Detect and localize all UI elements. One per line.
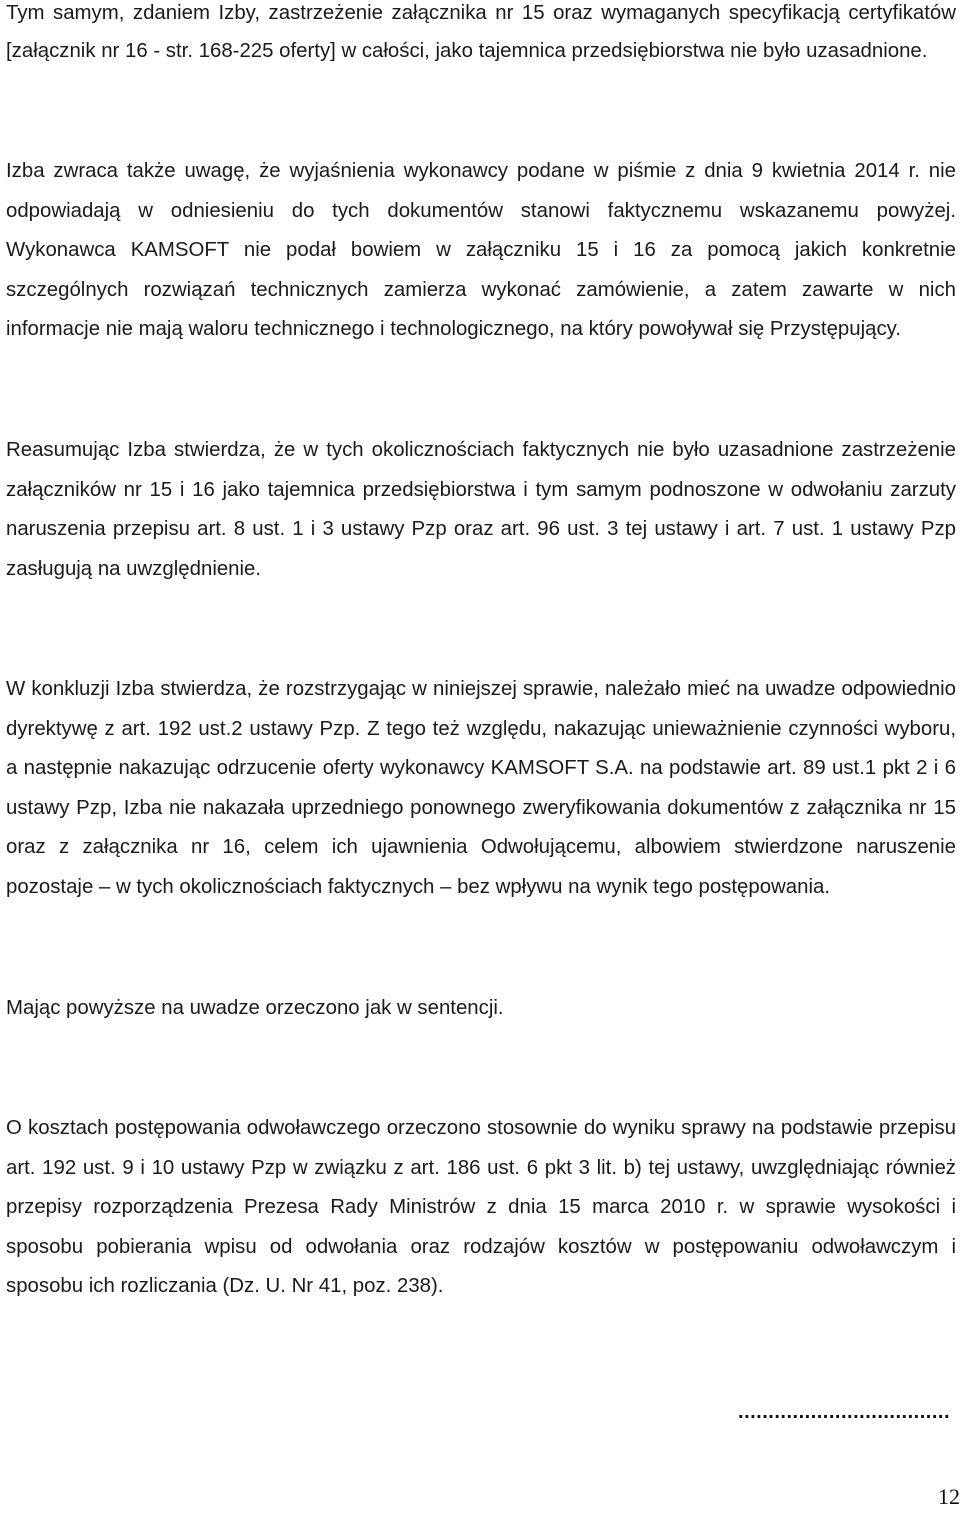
page-number: 12 — [938, 1484, 960, 1509]
paragraph-ruling: Mając powyższe na uwadze orzeczono jak w sentencji. — [6, 997, 504, 1019]
document-page — [6, 0, 956, 1513]
paragraph-final-conclusion: W konkluzji Izba stwierdza, że rozstrzygając w niniejszej sprawie, należało mieć na uwadze odpowiednio dyrektywę z art. 192 ust.2 ustawy Pzp. Z tego też względu, nakazując unieważnienie czynności wyboru, a następnie nakazując odrzucenie oferty wykonawcy KAMSOFT S.A. na podstawie art. 89 ust.1 pkt 2 i 6 ustawy Pzp, Izba nie nakazała uprzedniego ponownego zweryfikowania dokumentów z załącznika nr 15 oraz z załącznika nr 16, celem ich ujawnienia Odwołującemu, albowiem stwierdzone naruszenie pozostaje – w tych okolicznościach faktycznych – bez wpływu na wynik tego postępowania. — [6, 678, 956, 898]
paragraph-conclusion-confidentiality: Tym samym, zdaniem Izby, zastrzeżenie załącznika nr 15 oraz wymaganych specyfikacją certyfikatów [załącznik nr 16 - str. 168-225 oferty] w całości, jako tajemnica przedsiębiorstwa nie było uzasadnione. — [6, 2, 956, 62]
paragraph-summary: Reasumując Izba stwierdza, że w tych okolicznościach faktycznych nie było uzasadnione zastrzeżenie załączników nr 15 i 16 jako tajemnica przedsiębiorstwa i tym samym podnoszone w odwołaniu zarzuty naruszenia przepisu art. 8 ust. 1 i 3 ustawy Pzp oraz art. 96 ust. 3 tej ustawy i art. 7 ust. 1 ustawy Pzp zasługują na uwzględnienie. — [6, 439, 956, 580]
paragraph-contractor-explanations: Izba zwraca także uwagę, że wyjaśnienia wykonawcy podane w piśmie z dnia 9 kwietnia 2014 r. nie odpowiadają w odniesieniu do tych dokumentów stanowi faktycznemu wskazanemu powyżej. Wykonawca KAMSOFT nie podał bowiem w załączniku 15 i 16 za pomocą jakich konkretnie szczególnych rozwiązań technicznych zamierza wykonać zamówienie, a zatem zawarte w nich informacje nie mają waloru technicznego i technologicznego, na który powoływał się Przystępujący. — [6, 160, 956, 340]
paragraph-costs: O kosztach postępowania odwoławczego orzeczono stosownie do wyniku sprawy na podstawie przepisu art. 192 ust. 9 i 10 ustawy Pzp w związku z art. 186 ust. 6 pkt 3 lit. b) tej ustawy, uwzględniając również przepisy rozporządzenia Prezesa Rady Ministrów z dnia 15 marca 2010 r. w sprawie wysokości i sposobu pobierania wpisu od odwołania oraz rodzajów kosztów w postępowaniu odwoławczym i sposobu ich rozliczania (Dz. U. Nr 41, poz. 238). — [6, 1117, 956, 1297]
signature-line: ................................... — [738, 1401, 950, 1423]
